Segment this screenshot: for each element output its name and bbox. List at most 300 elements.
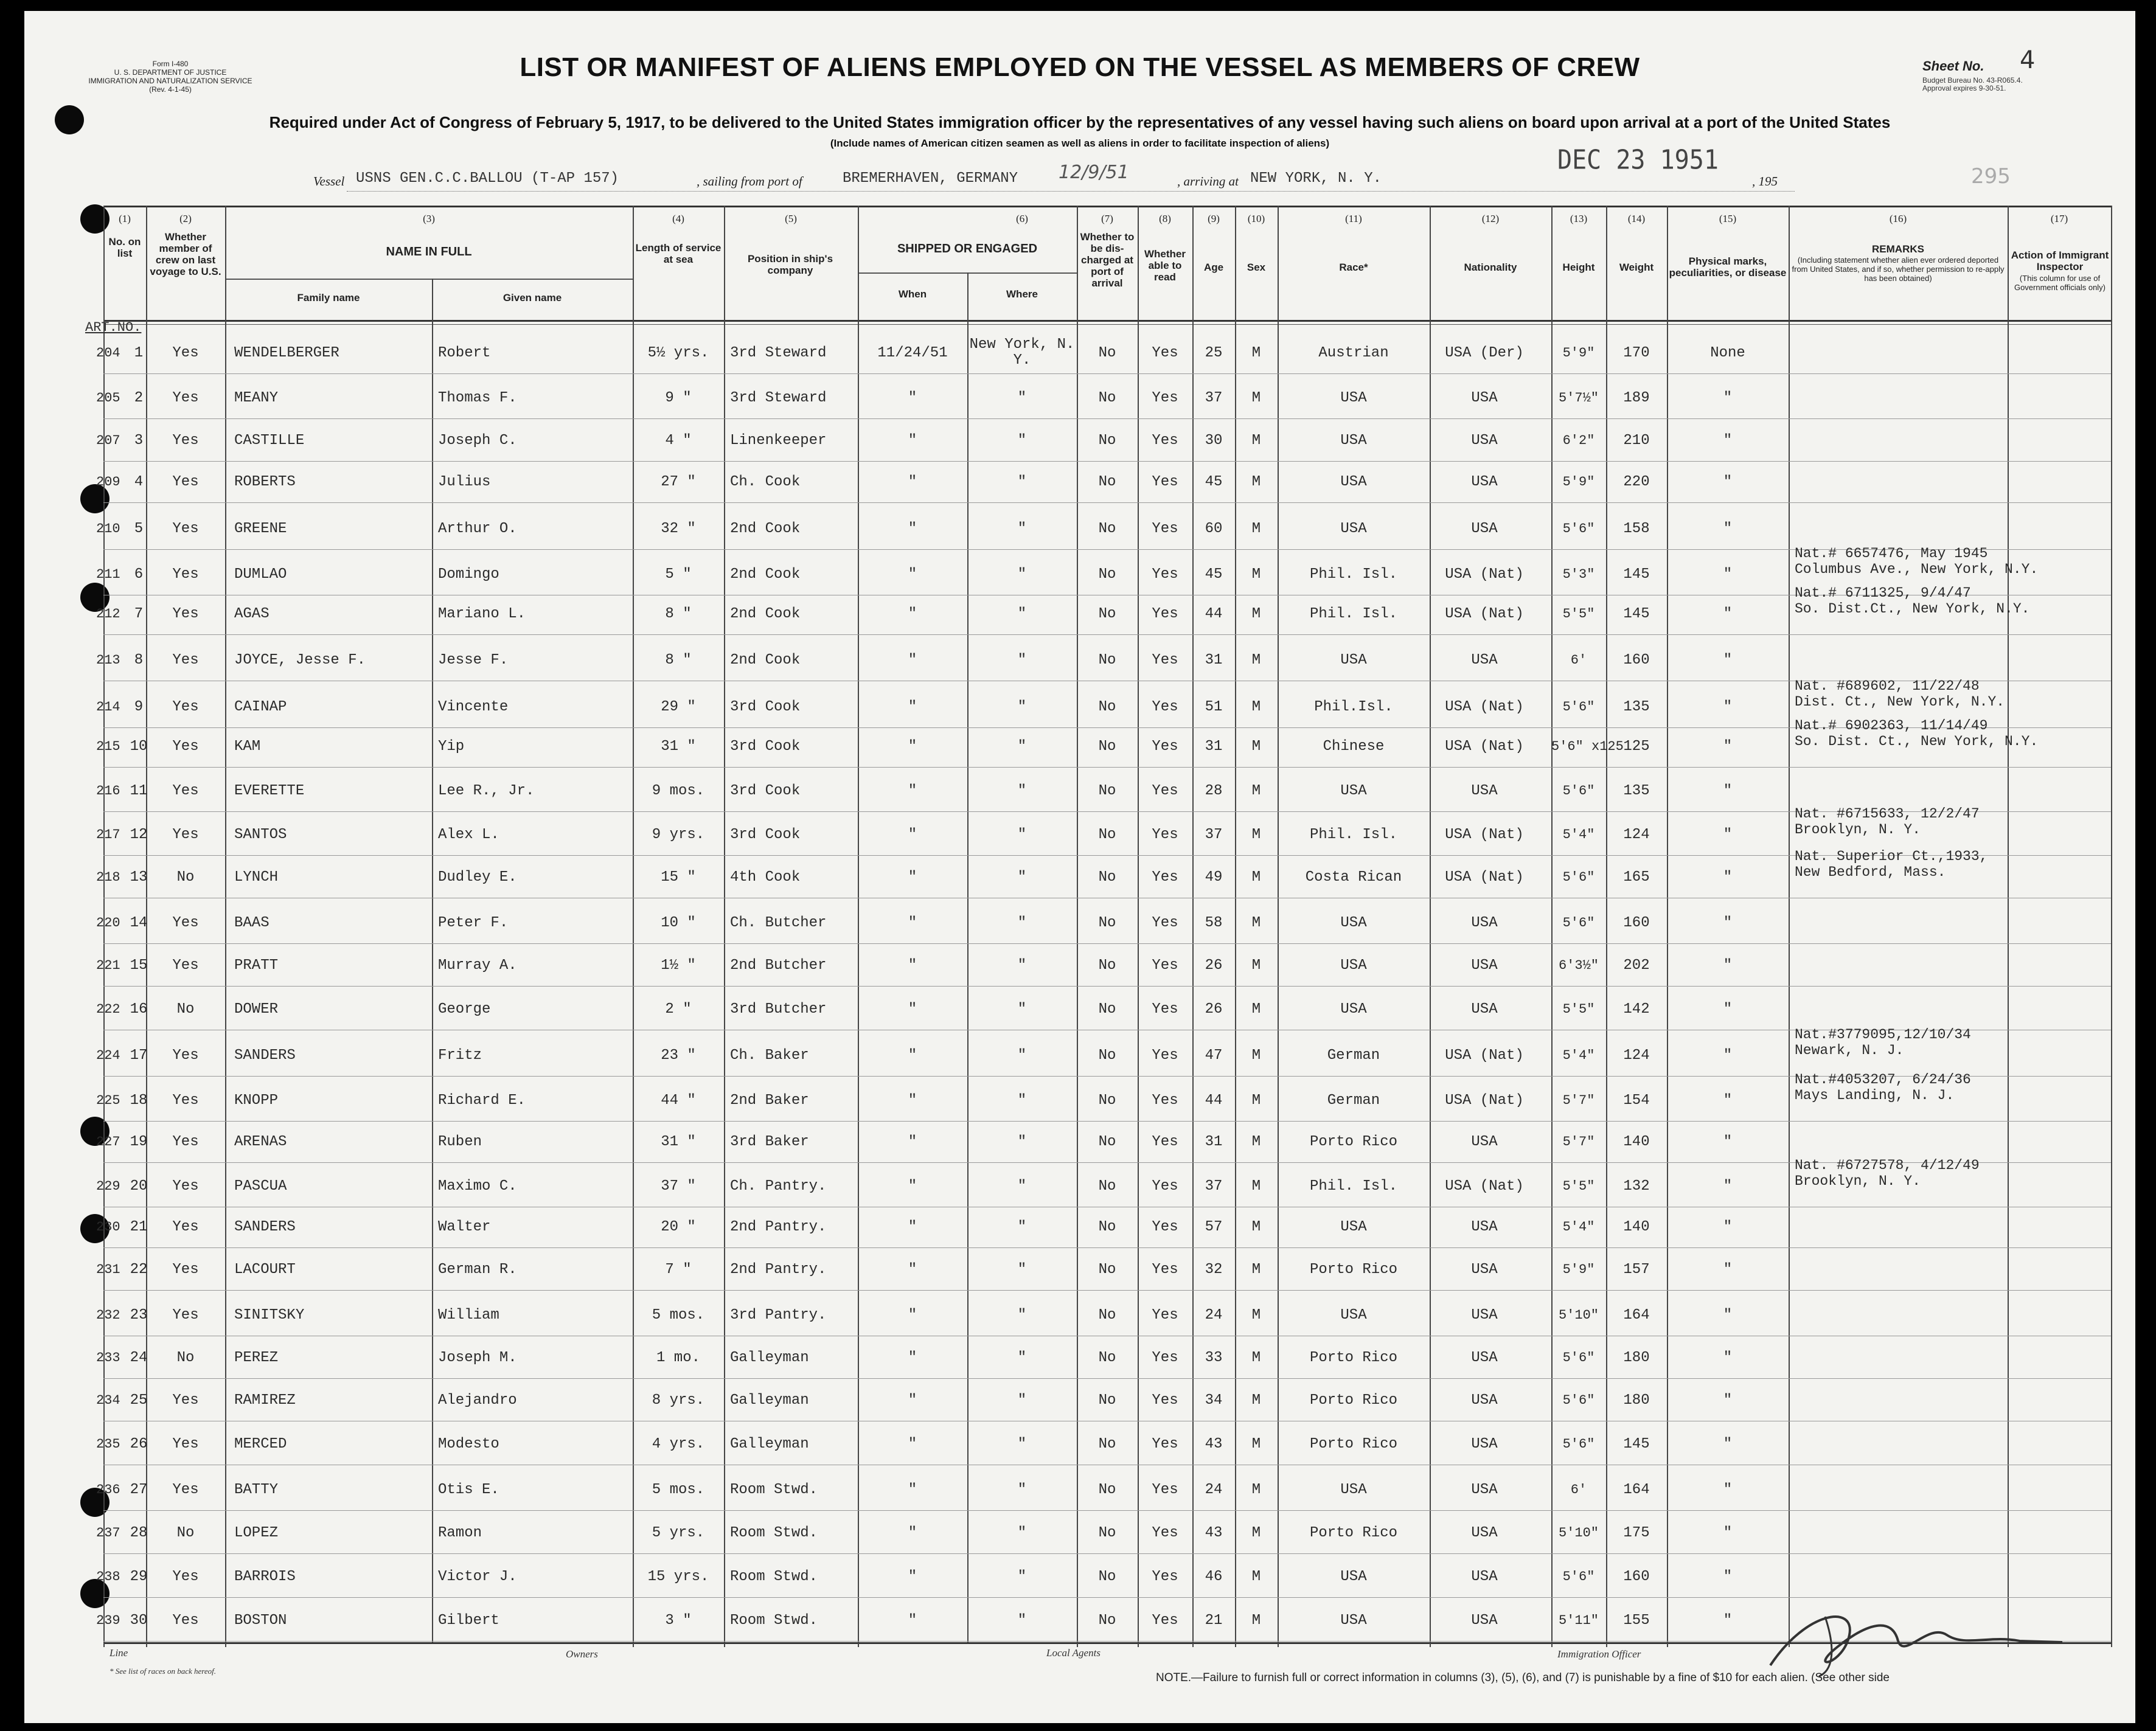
height: 5'7" bbox=[1562, 1093, 1595, 1108]
sex: M bbox=[1251, 1436, 1261, 1452]
family-name: BAAS bbox=[234, 915, 270, 931]
able-to-read: Yes bbox=[1152, 566, 1178, 583]
service-length: 9 " bbox=[665, 390, 692, 406]
name-subheader-rule bbox=[225, 279, 633, 280]
shipped-where: " bbox=[1017, 783, 1027, 799]
physical-marks: " bbox=[1723, 474, 1733, 490]
age: 24 bbox=[1205, 1307, 1223, 1323]
position: 4th Cook bbox=[730, 869, 801, 886]
nationality: USA bbox=[1471, 1261, 1498, 1278]
header-inspector-note: (This column for use of Government officials only) bbox=[2014, 274, 2106, 292]
crew-last-voyage: Yes bbox=[172, 390, 199, 406]
position: 2nd Pantry. bbox=[730, 1219, 827, 1235]
remark-line: Nat.#3779095,12/10/34 bbox=[1795, 1027, 1971, 1042]
nationality: USA bbox=[1471, 474, 1498, 490]
discharged: No bbox=[1098, 1612, 1116, 1629]
service-length: 9 yrs. bbox=[652, 827, 705, 843]
service-length: 5 mos. bbox=[652, 1307, 705, 1323]
position: 3rd Baker bbox=[730, 1134, 809, 1150]
position: Room Stwd. bbox=[730, 1569, 818, 1585]
service-length: 8 yrs. bbox=[652, 1392, 705, 1409]
position: Room Stwd. bbox=[730, 1612, 818, 1629]
crew-last-voyage: No bbox=[176, 1350, 195, 1366]
family-name: LOPEZ bbox=[234, 1525, 279, 1541]
shipped-when: " bbox=[908, 1569, 917, 1585]
shipped-when: " bbox=[908, 738, 917, 755]
discharged: No bbox=[1098, 1178, 1116, 1195]
faint-number: 295 bbox=[1971, 164, 2011, 189]
weight: 155 bbox=[1623, 1612, 1650, 1629]
weight: 158 bbox=[1623, 521, 1650, 537]
able-to-read: Yes bbox=[1152, 869, 1178, 886]
vessel-underline bbox=[347, 191, 1795, 192]
header-position: Position in ship's company bbox=[747, 253, 833, 276]
age: 43 bbox=[1205, 1525, 1223, 1541]
sex: M bbox=[1251, 1350, 1261, 1366]
height: 5'9" bbox=[1562, 345, 1595, 361]
nationality: USA (Nat) bbox=[1445, 1047, 1524, 1064]
race: USA bbox=[1340, 957, 1367, 974]
art-number: 225 bbox=[96, 1093, 120, 1108]
physical-marks: " bbox=[1723, 1178, 1733, 1195]
able-to-read: Yes bbox=[1152, 1525, 1178, 1541]
position: Room Stwd. bbox=[730, 1525, 818, 1541]
crew-last-voyage: Yes bbox=[172, 1047, 199, 1064]
weight: 145 bbox=[1623, 1436, 1650, 1452]
budget-line: Budget Bureau No. 43-R065.4. bbox=[1922, 76, 2023, 85]
shipped-when: " bbox=[908, 957, 917, 974]
table-row bbox=[24, 1423, 2135, 1466]
crew-last-voyage: Yes bbox=[172, 1219, 199, 1235]
shipped-when: " bbox=[908, 869, 917, 886]
nationality: USA bbox=[1471, 521, 1498, 537]
service-length: 5 " bbox=[665, 566, 692, 583]
position: 3rd Cook bbox=[730, 827, 801, 843]
shipped-when: 11/24/51 bbox=[877, 345, 948, 361]
table-row bbox=[24, 1249, 2135, 1291]
row-divider bbox=[103, 634, 2111, 635]
given-name: Vincente bbox=[438, 699, 509, 715]
art-number: 216 bbox=[96, 783, 120, 799]
discharged: No bbox=[1098, 652, 1116, 668]
height: 5'7½" bbox=[1558, 390, 1599, 406]
shipped-where: " bbox=[1017, 606, 1027, 622]
table-row bbox=[24, 508, 2135, 550]
nationality: USA bbox=[1471, 1134, 1498, 1150]
age: 37 bbox=[1205, 827, 1223, 843]
position: 3rd Steward bbox=[730, 345, 827, 361]
row-number: 3 bbox=[134, 432, 144, 449]
row-number: 22 bbox=[130, 1261, 148, 1278]
discharged: No bbox=[1098, 1134, 1116, 1150]
family-name: SANDERS bbox=[234, 1047, 296, 1064]
manifest-sheet bbox=[24, 11, 2135, 1723]
column-number: (10) bbox=[1247, 213, 1265, 224]
weight: 132 bbox=[1623, 1178, 1650, 1195]
physical-marks: " bbox=[1723, 1350, 1733, 1366]
family-name: GREENE bbox=[234, 521, 287, 537]
column-number: (8) bbox=[1159, 213, 1171, 224]
shipped-where: " bbox=[1017, 1482, 1027, 1498]
table-row bbox=[24, 902, 2135, 945]
column-number: (3) bbox=[423, 213, 435, 224]
weight: 135 bbox=[1623, 699, 1650, 715]
position: 3rd Butcher bbox=[730, 1001, 827, 1018]
sex: M bbox=[1251, 915, 1261, 931]
given-name: Murray A. bbox=[438, 957, 517, 974]
discharged: No bbox=[1098, 957, 1116, 974]
physical-marks: " bbox=[1723, 652, 1733, 668]
height: 5'10" bbox=[1558, 1525, 1599, 1541]
able-to-read: Yes bbox=[1152, 783, 1178, 799]
age: 51 bbox=[1205, 699, 1223, 715]
remark-line: Columbus Ave., New York, N.Y. bbox=[1795, 561, 2039, 577]
column-number: (7) bbox=[1101, 213, 1113, 224]
age: 26 bbox=[1205, 957, 1223, 974]
nationality: USA bbox=[1471, 1436, 1498, 1452]
shipped-when: " bbox=[908, 1261, 917, 1278]
age: 60 bbox=[1205, 521, 1223, 537]
shipped-when: " bbox=[908, 521, 917, 537]
sex: M bbox=[1251, 699, 1261, 715]
physical-marks: " bbox=[1723, 606, 1733, 622]
physical-marks: " bbox=[1723, 1219, 1733, 1235]
family-name: JOYCE, Jesse F. bbox=[234, 652, 366, 668]
family-name: SINITSKY bbox=[234, 1307, 305, 1323]
department: U. S. DEPARTMENT OF JUSTICE bbox=[114, 68, 227, 77]
shipped-when: " bbox=[908, 1525, 917, 1541]
height: 6' bbox=[1570, 1482, 1587, 1497]
given-name: William bbox=[438, 1307, 499, 1323]
service-length: 31 " bbox=[661, 1134, 696, 1150]
vessel-name: USNS GEN.C.C.BALLOU (T-AP 157) bbox=[356, 170, 619, 187]
row-number: 21 bbox=[130, 1219, 148, 1235]
age: 33 bbox=[1205, 1350, 1223, 1366]
table-row bbox=[24, 461, 2135, 504]
height: 5'9" bbox=[1562, 474, 1595, 490]
physical-marks: " bbox=[1723, 1612, 1733, 1629]
column-number: (1) bbox=[119, 213, 131, 224]
nationality: USA (Der) bbox=[1445, 345, 1524, 361]
row-number: 8 bbox=[134, 652, 144, 668]
given-name: Yip bbox=[438, 738, 465, 755]
shipped-where: " bbox=[1017, 1307, 1027, 1323]
row-number: 9 bbox=[134, 699, 144, 715]
row-divider bbox=[103, 1510, 2111, 1511]
art-number: 210 bbox=[96, 521, 120, 536]
height: 5'9" bbox=[1562, 1262, 1595, 1277]
given-name: Domingo bbox=[438, 566, 499, 583]
crew-last-voyage: Yes bbox=[172, 783, 199, 799]
family-name: WENDELBERGER bbox=[234, 345, 339, 361]
year-label: , 195 bbox=[1752, 174, 1778, 189]
family-name: RAMIREZ bbox=[234, 1392, 296, 1409]
row-number: 20 bbox=[130, 1178, 148, 1195]
height: 5'4" bbox=[1562, 827, 1595, 842]
crew-last-voyage: Yes bbox=[172, 1569, 199, 1585]
physical-marks: " bbox=[1723, 738, 1733, 755]
sex: M bbox=[1251, 1482, 1261, 1498]
row-number: 25 bbox=[130, 1392, 148, 1409]
family-name: BOSTON bbox=[234, 1612, 287, 1629]
header-age: Age bbox=[1203, 262, 1224, 273]
discharged: No bbox=[1098, 1569, 1116, 1585]
art-number: 230 bbox=[96, 1219, 120, 1235]
discharged: No bbox=[1098, 1307, 1116, 1323]
sex: M bbox=[1251, 1261, 1261, 1278]
sex: M bbox=[1251, 1307, 1261, 1323]
discharged: No bbox=[1098, 783, 1116, 799]
footer-owners-label: Owners bbox=[566, 1648, 598, 1660]
row-number: 5 bbox=[134, 521, 144, 537]
budget-info bbox=[1922, 77, 2023, 92]
art-number: 211 bbox=[96, 567, 120, 582]
family-name: AGAS bbox=[234, 606, 270, 622]
page-subtitle: Required under Act of Congress of February 5, 1917, to be delivered to the United States immigration officer by the representatives of any vessel having such aliens on board upon arrival at a port of the United States bbox=[269, 113, 1891, 131]
discharged: No bbox=[1098, 474, 1116, 490]
shipped-when: " bbox=[908, 1350, 917, 1366]
weight: 160 bbox=[1623, 915, 1650, 931]
race: Porto Rico bbox=[1309, 1392, 1398, 1409]
age: 21 bbox=[1205, 1612, 1223, 1629]
row-divider bbox=[103, 418, 2111, 419]
header-physical-marks: Physical marks, peculiarities, or disease bbox=[1669, 255, 1787, 279]
given-name: Arthur O. bbox=[438, 521, 517, 537]
race: USA bbox=[1340, 1219, 1367, 1235]
shipped-where: " bbox=[1017, 1350, 1027, 1366]
art-number: 205 bbox=[96, 390, 120, 406]
race: Phil. Isl. bbox=[1309, 1178, 1398, 1195]
table-row bbox=[24, 1206, 2135, 1249]
weight: 124 bbox=[1623, 1047, 1650, 1064]
height: 5'6" x125 bbox=[1551, 739, 1624, 754]
art-number: 221 bbox=[96, 958, 120, 973]
sex: M bbox=[1251, 827, 1261, 843]
given-name: Victor J. bbox=[438, 1569, 517, 1585]
height: 5'5" bbox=[1562, 606, 1595, 622]
header-bottom-rule-2 bbox=[103, 324, 2111, 325]
crew-last-voyage: Yes bbox=[172, 1261, 199, 1278]
column-number: (17) bbox=[2050, 213, 2068, 224]
age: 25 bbox=[1205, 345, 1223, 361]
shipped-where: " bbox=[1017, 738, 1027, 755]
column-number: (12) bbox=[1481, 213, 1500, 224]
table-row bbox=[24, 639, 2135, 682]
weight: 142 bbox=[1623, 1001, 1650, 1018]
age: 31 bbox=[1205, 738, 1223, 755]
crew-last-voyage: Yes bbox=[172, 1178, 199, 1195]
weight: 135 bbox=[1623, 783, 1650, 799]
sex: M bbox=[1251, 957, 1261, 974]
position: 2nd Baker bbox=[730, 1092, 809, 1109]
physical-marks: " bbox=[1723, 1436, 1733, 1452]
sex: M bbox=[1251, 1047, 1261, 1064]
art-number: 231 bbox=[96, 1262, 120, 1277]
able-to-read: Yes bbox=[1152, 345, 1178, 361]
race: Porto Rico bbox=[1309, 1525, 1398, 1541]
crew-last-voyage: Yes bbox=[172, 474, 199, 490]
age: 30 bbox=[1205, 432, 1223, 449]
height: 5'11" bbox=[1558, 1613, 1599, 1628]
table-row bbox=[24, 1556, 2135, 1598]
position: 2nd Cook bbox=[730, 521, 801, 537]
weight: 170 bbox=[1623, 345, 1650, 361]
row-number: 15 bbox=[130, 957, 148, 974]
age: 37 bbox=[1205, 1178, 1223, 1195]
footer-penalty-note: NOTE.—Failure to furnish full or correct information in columns (3), (5), (6), and (7) is punishable by a fine of $10 for each alien. (See other side bbox=[1156, 1671, 1890, 1684]
able-to-read: Yes bbox=[1152, 1569, 1178, 1585]
art-number: 214 bbox=[96, 699, 120, 715]
given-name: Joseph M. bbox=[438, 1350, 517, 1366]
able-to-read: Yes bbox=[1152, 652, 1178, 668]
age: 58 bbox=[1205, 915, 1223, 931]
race: German bbox=[1327, 1047, 1380, 1064]
crew-last-voyage: Yes bbox=[172, 699, 199, 715]
weight: 125 bbox=[1623, 738, 1650, 755]
sex: M bbox=[1251, 1134, 1261, 1150]
given-name: Alejandro bbox=[438, 1392, 517, 1409]
service-length: 2 " bbox=[665, 1001, 692, 1018]
discharged: No bbox=[1098, 869, 1116, 886]
height: 5'5" bbox=[1562, 1179, 1595, 1194]
header-name-in-full: NAME IN FULL bbox=[386, 245, 472, 258]
race: Porto Rico bbox=[1309, 1134, 1398, 1150]
family-name: ARENAS bbox=[234, 1134, 287, 1150]
weight: 145 bbox=[1623, 566, 1650, 583]
shipped-when: " bbox=[908, 566, 917, 583]
given-name: Walter bbox=[438, 1219, 491, 1235]
crew-last-voyage: Yes bbox=[172, 827, 199, 843]
footer-line-label: Line bbox=[110, 1647, 128, 1659]
shipped-when: " bbox=[908, 1178, 917, 1195]
physical-marks: " bbox=[1723, 432, 1733, 449]
given-name: Modesto bbox=[438, 1436, 499, 1452]
race: German bbox=[1327, 1092, 1380, 1109]
header-length-service: Length of service at sea bbox=[635, 242, 722, 265]
able-to-read: Yes bbox=[1152, 1134, 1178, 1150]
sheet-label: Sheet No. bbox=[1922, 58, 1984, 74]
column-number: (16) bbox=[1889, 213, 1907, 224]
sex: M bbox=[1251, 652, 1261, 668]
shipped-where: " bbox=[1017, 566, 1027, 583]
shipped-when: " bbox=[908, 1092, 917, 1109]
crew-last-voyage: Yes bbox=[172, 1307, 199, 1323]
nationality: USA bbox=[1471, 915, 1498, 931]
family-name: CASTILLE bbox=[234, 432, 305, 449]
discharged: No bbox=[1098, 521, 1116, 537]
art-number: 239 bbox=[96, 1613, 120, 1628]
nationality: USA bbox=[1471, 432, 1498, 449]
weight: 154 bbox=[1623, 1092, 1650, 1109]
sex: M bbox=[1251, 390, 1261, 406]
footer-race-note: * See list of races on back hereof. bbox=[110, 1667, 216, 1676]
weight: 140 bbox=[1623, 1219, 1650, 1235]
header-race: Race* bbox=[1339, 262, 1368, 273]
shipped-when: " bbox=[908, 652, 917, 668]
discharged: No bbox=[1098, 1219, 1116, 1235]
row-divider bbox=[103, 986, 2111, 987]
row-number: 6 bbox=[134, 566, 144, 583]
given-name: Peter F. bbox=[438, 915, 509, 931]
physical-marks: " bbox=[1723, 1047, 1733, 1064]
discharged: No bbox=[1098, 432, 1116, 449]
discharged: No bbox=[1098, 1261, 1116, 1278]
service-length: 5 mos. bbox=[652, 1482, 705, 1498]
sex: M bbox=[1251, 432, 1261, 449]
shipped-when: " bbox=[908, 606, 917, 622]
able-to-read: Yes bbox=[1152, 432, 1178, 449]
physical-marks: " bbox=[1723, 1569, 1733, 1585]
discharged: No bbox=[1098, 1436, 1116, 1452]
family-name: SANTOS bbox=[234, 827, 287, 843]
race: USA bbox=[1340, 474, 1367, 490]
budget-expiry: Approval expires 9-30-51. bbox=[1922, 84, 2006, 92]
table-row bbox=[24, 1379, 2135, 1422]
art-number: 234 bbox=[96, 1393, 120, 1408]
weight: 145 bbox=[1623, 606, 1650, 622]
nationality: USA bbox=[1471, 783, 1498, 799]
discharged: No bbox=[1098, 1392, 1116, 1409]
age: 45 bbox=[1205, 474, 1223, 490]
nationality: USA bbox=[1471, 390, 1498, 406]
shipped-where: " bbox=[1017, 957, 1027, 974]
column-number: (9) bbox=[1208, 213, 1220, 224]
weight: 164 bbox=[1623, 1307, 1650, 1323]
race: USA bbox=[1340, 1307, 1367, 1323]
header-family-name: Family name bbox=[297, 292, 360, 304]
race: Phil. Isl. bbox=[1309, 566, 1398, 583]
weight: 210 bbox=[1623, 432, 1650, 449]
column-number: (5) bbox=[785, 213, 797, 224]
discharged: No bbox=[1098, 1350, 1116, 1366]
header-no-on-list: No. on list bbox=[108, 236, 141, 259]
shipped-where: " bbox=[1017, 432, 1027, 449]
header-bottom-rule bbox=[103, 320, 2111, 322]
shipped-when: " bbox=[908, 1482, 917, 1498]
given-name: Lee R., Jr. bbox=[438, 783, 535, 799]
row-number: 14 bbox=[130, 915, 148, 931]
physical-marks: None bbox=[1710, 345, 1745, 361]
physical-marks: " bbox=[1723, 390, 1733, 406]
able-to-read: Yes bbox=[1152, 606, 1178, 622]
shipped-when: " bbox=[908, 1307, 917, 1323]
page-title: LIST OR MANIFEST OF ALIENS EMPLOYED ON THE VESSEL AS MEMBERS OF CREW bbox=[520, 52, 1640, 82]
physical-marks: " bbox=[1723, 915, 1733, 931]
remark-line: Nat.# 6711325, 9/4/47 bbox=[1795, 585, 1971, 601]
height: 5'4" bbox=[1562, 1219, 1595, 1235]
header-where: Where bbox=[1006, 288, 1038, 300]
remark-line: Brooklyn, N. Y. bbox=[1795, 1173, 1921, 1189]
weight: 160 bbox=[1623, 652, 1650, 668]
discharged: No bbox=[1098, 699, 1116, 715]
able-to-read: Yes bbox=[1152, 474, 1178, 490]
header-shipped-engaged: SHIPPED OR ENGAGED bbox=[897, 242, 1038, 255]
family-name: LYNCH bbox=[234, 869, 279, 886]
height: 5'6" bbox=[1562, 1350, 1595, 1365]
weight: 220 bbox=[1623, 474, 1650, 490]
shipped-where: " bbox=[1017, 1261, 1027, 1278]
table-row bbox=[24, 1337, 2135, 1379]
family-name: PEREZ bbox=[234, 1350, 279, 1366]
shipped-when: " bbox=[908, 915, 917, 931]
age: 31 bbox=[1205, 652, 1223, 668]
service-length: 23 " bbox=[661, 1047, 696, 1064]
row-number: 26 bbox=[130, 1436, 148, 1452]
service-length: 9 mos. bbox=[652, 783, 705, 799]
height: 6' bbox=[1570, 653, 1587, 668]
art-number: 204 bbox=[96, 345, 120, 361]
service: IMMIGRATION AND NATURALIZATION SERVICE bbox=[88, 77, 252, 85]
